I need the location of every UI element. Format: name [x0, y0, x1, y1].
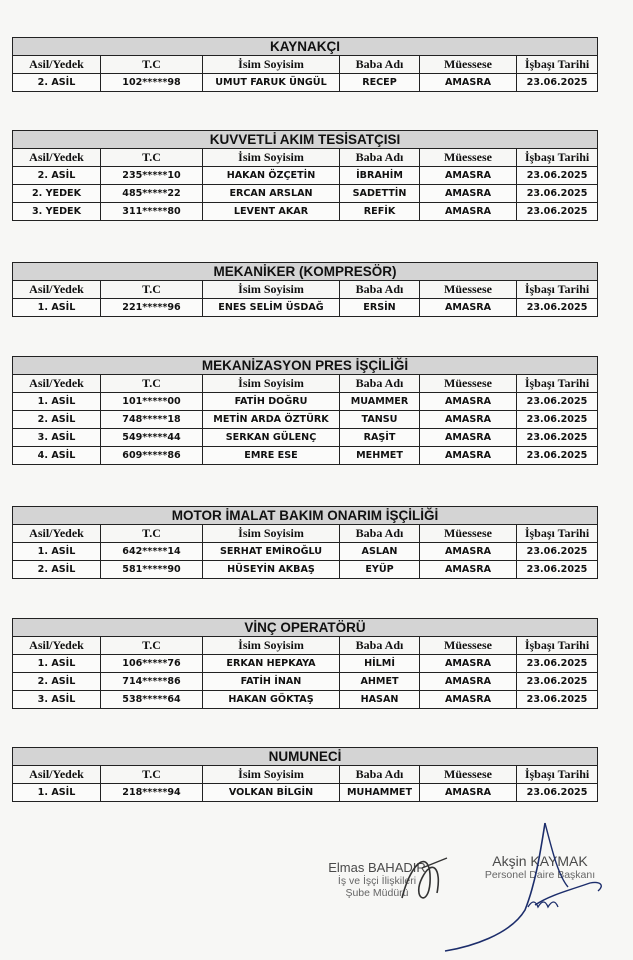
table-cell: AMASRA — [420, 167, 517, 185]
table-cell: AMASRA — [420, 447, 517, 465]
table-row — [13, 74, 598, 92]
section-title: MOTOR İMALAT BAKIM ONARIM İŞÇİLİĞİ — [13, 507, 598, 525]
table-cell: 23.06.2025 — [517, 74, 598, 92]
column-header: Baba Adı — [340, 149, 420, 167]
table-cell: 748*****18 — [101, 411, 203, 429]
table-cell: 218*****94 — [101, 784, 203, 802]
handwritten-signature — [440, 815, 620, 955]
table-row — [13, 429, 598, 447]
table-cell: HÜSEYİN AKBAŞ — [203, 561, 340, 579]
table-row — [13, 673, 598, 691]
personnel-table — [12, 747, 598, 802]
table-cell: MEHMET — [340, 447, 420, 465]
column-header: Baba Adı — [340, 766, 420, 784]
column-header: İşbaşı Tarihi — [517, 766, 598, 784]
table-cell: 1. ASİL — [13, 299, 101, 317]
table-cell: 1. ASİL — [13, 543, 101, 561]
column-header: İsim Soyisim — [203, 766, 340, 784]
table-cell: 2. ASİL — [13, 74, 101, 92]
column-header: Baba Adı — [340, 56, 420, 74]
signatory-role: İş ve İşçi İlişkileri — [337, 875, 417, 887]
table-cell: AMASRA — [420, 299, 517, 317]
table-cell: 23.06.2025 — [517, 429, 598, 447]
table-cell: AMASRA — [420, 655, 517, 673]
column-header: Müessese — [420, 375, 517, 393]
section-title: MEKANİZASYON PRES İŞÇİLİĞİ — [13, 357, 598, 375]
table-cell: 2. ASİL — [13, 167, 101, 185]
table-cell: 3. ASİL — [13, 691, 101, 709]
table-cell: 714*****86 — [101, 673, 203, 691]
table-cell: METİN ARDA ÖZTÜRK — [203, 411, 340, 429]
table-cell: HİLMİ — [340, 655, 420, 673]
table-cell: 538*****64 — [101, 691, 203, 709]
column-header: T.C — [101, 281, 203, 299]
section-table — [12, 618, 597, 709]
table-row — [13, 203, 598, 221]
column-header: Baba Adı — [340, 525, 420, 543]
table-cell: 3. ASİL — [13, 429, 101, 447]
column-header: T.C — [101, 375, 203, 393]
signatory-name: Elmas BAHADIR — [328, 860, 426, 875]
table-cell: 221*****96 — [101, 299, 203, 317]
column-header: İsim Soyisim — [203, 56, 340, 74]
column-header: Asil/Yedek — [13, 149, 101, 167]
signatory-role: Personel Daire Başkanı — [484, 869, 596, 881]
section-title: VİNÇ OPERATÖRÜ — [13, 619, 598, 637]
personnel-table — [12, 506, 598, 579]
section-title: NUMUNECİ — [13, 748, 598, 766]
table-cell: ERKAN HEPKAYA — [203, 655, 340, 673]
section-title: KUVVETLİ AKIM TESİSATÇISI — [13, 131, 598, 149]
table-cell: 23.06.2025 — [517, 543, 598, 561]
table-cell: 23.06.2025 — [517, 784, 598, 802]
table-cell: 102*****98 — [101, 74, 203, 92]
column-header: T.C — [101, 766, 203, 784]
table-cell: 106*****76 — [101, 655, 203, 673]
section-table — [12, 506, 597, 579]
column-header: Müessese — [420, 766, 517, 784]
table-cell: 3. YEDEK — [13, 203, 101, 221]
table-cell: 581*****90 — [101, 561, 203, 579]
table-row — [13, 655, 598, 673]
column-header: T.C — [101, 525, 203, 543]
column-header: İşbaşı Tarihi — [517, 281, 598, 299]
table-cell: 23.06.2025 — [517, 655, 598, 673]
table-cell: 485*****22 — [101, 185, 203, 203]
table-cell: AMASRA — [420, 543, 517, 561]
table-cell: 311*****80 — [101, 203, 203, 221]
column-header: Baba Adı — [340, 637, 420, 655]
column-header: İşbaşı Tarihi — [517, 525, 598, 543]
signatory-role: Şube Müdürü — [345, 887, 409, 899]
table-cell: AMASRA — [420, 411, 517, 429]
signatory-name: Akşin KAYMAK — [492, 853, 588, 869]
table-cell: 23.06.2025 — [517, 561, 598, 579]
table-cell: LEVENT AKAR — [203, 203, 340, 221]
table-cell: MUAMMER — [340, 393, 420, 411]
column-header: Müessese — [420, 281, 517, 299]
table-cell: HAKAN GÖKTAŞ — [203, 691, 340, 709]
column-header: Baba Adı — [340, 375, 420, 393]
table-cell: TANSU — [340, 411, 420, 429]
table-cell: 23.06.2025 — [517, 167, 598, 185]
column-header: Baba Adı — [340, 281, 420, 299]
column-header: İsim Soyisim — [203, 281, 340, 299]
table-cell: 1. ASİL — [13, 784, 101, 802]
table-cell: 23.06.2025 — [517, 411, 598, 429]
table-cell: ERSİN — [340, 299, 420, 317]
column-header: Asil/Yedek — [13, 525, 101, 543]
table-cell: 101*****00 — [101, 393, 203, 411]
table-row — [13, 543, 598, 561]
table-cell: AMASRA — [420, 393, 517, 411]
table-cell: EMRE ESE — [203, 447, 340, 465]
table-row — [13, 299, 598, 317]
section-table — [12, 262, 597, 317]
section-table — [12, 747, 597, 802]
table-cell: AMASRA — [420, 691, 517, 709]
table-cell: FATİH DOĞRU — [203, 393, 340, 411]
table-row — [13, 167, 598, 185]
table-cell: HASAN — [340, 691, 420, 709]
column-header: İşbaşı Tarihi — [517, 637, 598, 655]
table-cell: 1. ASİL — [13, 393, 101, 411]
table-cell: 2. ASİL — [13, 561, 101, 579]
column-header: T.C — [101, 149, 203, 167]
table-cell: İBRAHİM — [340, 167, 420, 185]
section-title: KAYNAKÇI — [13, 38, 598, 56]
column-header: Müessese — [420, 149, 517, 167]
table-cell: 1. ASİL — [13, 655, 101, 673]
table-cell: VOLKAN BİLGİN — [203, 784, 340, 802]
table-cell: 609*****86 — [101, 447, 203, 465]
table-cell: 642*****14 — [101, 543, 203, 561]
table-cell: 23.06.2025 — [517, 673, 598, 691]
table-row — [13, 691, 598, 709]
personnel-table — [12, 37, 598, 92]
table-cell: FATİH İNAN — [203, 673, 340, 691]
table-cell: ASLAN — [340, 543, 420, 561]
column-header: Asil/Yedek — [13, 375, 101, 393]
table-cell: EYÜP — [340, 561, 420, 579]
table-cell: AMASRA — [420, 784, 517, 802]
table-row — [13, 561, 598, 579]
column-header: Asil/Yedek — [13, 56, 101, 74]
table-cell: AMASRA — [420, 673, 517, 691]
column-header: T.C — [101, 56, 203, 74]
table-cell: SERHAT EMİROĞLU — [203, 543, 340, 561]
column-header: T.C — [101, 637, 203, 655]
table-cell: AMASRA — [420, 74, 517, 92]
table-cell: 2. ASİL — [13, 673, 101, 691]
table-cell: 23.06.2025 — [517, 447, 598, 465]
section-title: MEKANİKER (KOMPRESÖR) — [13, 263, 598, 281]
table-cell: 23.06.2025 — [517, 299, 598, 317]
table-cell: AHMET — [340, 673, 420, 691]
column-header: İsim Soyisim — [203, 375, 340, 393]
table-cell: 23.06.2025 — [517, 393, 598, 411]
column-header: Asil/Yedek — [13, 637, 101, 655]
column-header: Asil/Yedek — [13, 281, 101, 299]
personnel-table — [12, 618, 598, 709]
table-row — [13, 185, 598, 203]
column-header: İsim Soyisim — [203, 637, 340, 655]
column-header: Müessese — [420, 525, 517, 543]
table-cell: AMASRA — [420, 561, 517, 579]
table-cell: 2. YEDEK — [13, 185, 101, 203]
personnel-table — [12, 130, 598, 221]
column-header: İşbaşı Tarihi — [517, 149, 598, 167]
table-row — [13, 447, 598, 465]
table-cell: 23.06.2025 — [517, 185, 598, 203]
table-row — [13, 784, 598, 802]
table-cell: SERKAN GÜLENÇ — [203, 429, 340, 447]
column-header: Asil/Yedek — [13, 766, 101, 784]
table-cell: ENES SELİM ÜSDAĞ — [203, 299, 340, 317]
table-cell: 2. ASİL — [13, 411, 101, 429]
table-row — [13, 411, 598, 429]
table-cell: AMASRA — [420, 185, 517, 203]
column-header: İşbaşı Tarihi — [517, 56, 598, 74]
table-cell: AMASRA — [420, 429, 517, 447]
personnel-table — [12, 262, 598, 317]
personnel-table — [12, 356, 598, 465]
table-cell: HAKAN ÖZÇETİN — [203, 167, 340, 185]
table-cell: 235*****10 — [101, 167, 203, 185]
section-table — [12, 130, 597, 221]
table-cell: 4. ASİL — [13, 447, 101, 465]
table-cell: SADETTİN — [340, 185, 420, 203]
table-cell: REFİK — [340, 203, 420, 221]
section-table — [12, 37, 597, 92]
column-header: Müessese — [420, 637, 517, 655]
table-cell: 23.06.2025 — [517, 203, 598, 221]
table-cell: RECEP — [340, 74, 420, 92]
table-cell: MUHAMMET — [340, 784, 420, 802]
table-cell: AMASRA — [420, 203, 517, 221]
column-header: İsim Soyisim — [203, 149, 340, 167]
table-cell: 23.06.2025 — [517, 691, 598, 709]
column-header: İşbaşı Tarihi — [517, 375, 598, 393]
table-cell: 549*****44 — [101, 429, 203, 447]
table-cell: ERCAN ARSLAN — [203, 185, 340, 203]
table-row — [13, 393, 598, 411]
column-header: Müessese — [420, 56, 517, 74]
section-table — [12, 356, 597, 465]
table-cell: UMUT FARUK ÜNGÜL — [203, 74, 340, 92]
column-header: İsim Soyisim — [203, 525, 340, 543]
table-cell: RAŞİT — [340, 429, 420, 447]
